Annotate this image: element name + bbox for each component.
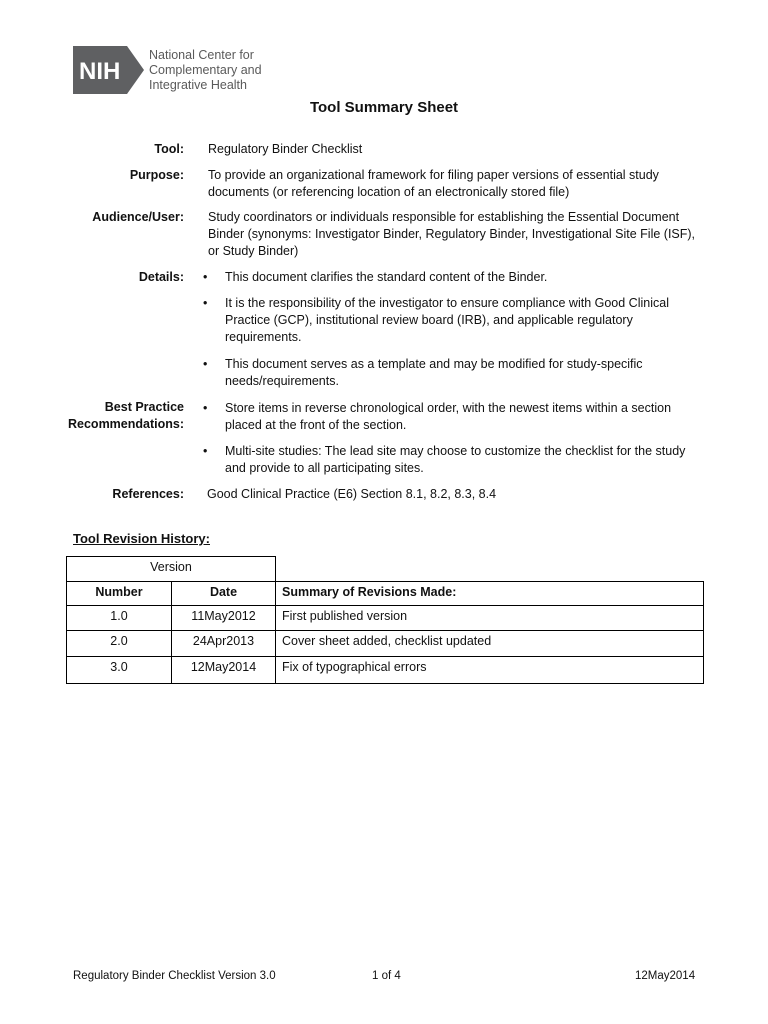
best-practice-bullet-text: Store items in reverse chronological order, with the newest items within a section placed at the front of the section. <box>225 401 672 432</box>
details-bullet-text: It is the responsibility of the investigator to ensure compliance with Good Clinical Practice (GCP), institutional review board (IRB), and applicable regulatory requirements. <box>225 296 669 344</box>
bullet-icon: • <box>203 296 208 310</box>
summary-column-header: Summary of Revisions Made: <box>275 581 704 606</box>
version-date-cell: 12May2014 <box>171 656 276 684</box>
version-date-cell: 11May2012 <box>171 605 276 631</box>
best-practice-label-line-2: Recommendations: <box>68 417 184 431</box>
version-date-cell: 24Apr2013 <box>171 630 276 657</box>
bullet-icon: • <box>203 357 208 371</box>
bullet-icon: • <box>203 401 208 415</box>
nih-logo-mark <box>73 46 144 94</box>
nih-logo-text <box>149 48 262 93</box>
purpose-label: Purpose: <box>129 168 184 182</box>
date-column-header: Date <box>171 581 276 606</box>
version-summary-cell: Fix of typographical errors <box>275 656 704 684</box>
logo-line-2: Complementary and <box>149 62 262 77</box>
logo-line-1: National Center for <box>149 47 254 62</box>
page-title: Tool Summary Sheet <box>309 99 459 116</box>
version-summary-cell: First published version <box>275 605 704 631</box>
footer-left: Regulatory Binder Checklist Version 3.0 <box>73 970 276 982</box>
revision-history-title: Tool Revision History: <box>73 531 210 546</box>
nih-logo-mark-text: NIH <box>79 58 121 85</box>
logo-line-3: Integrative Health <box>149 77 247 92</box>
purpose-value: To provide an organizational framework for filing paper versions of essential study documents (or referencing location of an electronically stored file) <box>208 168 659 199</box>
version-number-cell: 3.0 <box>66 656 172 684</box>
footer-date: 12May2014 <box>635 970 696 982</box>
audience-value: Study coordinators or individuals responsible for establishing the Essential Document Binder (synonyms: Investigator Binder, Regulatory Binder, Investigational Site File (ISF), or Study Binder) <box>208 210 696 258</box>
references-value: Good Clinical Practice (E6) Section 8.1, 8.2, 8.3, 8.4 <box>207 487 497 501</box>
nih-logo <box>73 46 262 94</box>
version-group-header: Version <box>66 556 276 582</box>
audience-label: Audience/User: <box>92 210 184 224</box>
references-label: References: <box>112 487 184 501</box>
details-label: Details: <box>138 270 184 284</box>
version-number-cell: 1.0 <box>66 605 172 631</box>
bullet-icon: • <box>203 270 208 284</box>
version-number-cell: 2.0 <box>66 630 172 657</box>
number-column-header: Number <box>66 581 172 606</box>
tool-label: Tool: <box>154 142 184 156</box>
version-summary-cell: Cover sheet added, checklist updated <box>275 630 704 657</box>
details-bullet-text: This document clarifies the standard content of the Binder. <box>225 270 548 284</box>
best-practice-label-line-1: Best Practice <box>104 400 184 414</box>
bullet-icon: • <box>203 444 208 458</box>
tool-value: Regulatory Binder Checklist <box>208 142 363 156</box>
footer-page-number: 1 of 4 <box>372 970 401 982</box>
details-bullet-text: This document serves as a template and may be modified for study-specific needs/requirements. <box>225 357 643 388</box>
best-practice-bullet-text: Multi-site studies: The lead site may choose to customize the checklist for the study and provide to all participating sites. <box>225 444 686 475</box>
